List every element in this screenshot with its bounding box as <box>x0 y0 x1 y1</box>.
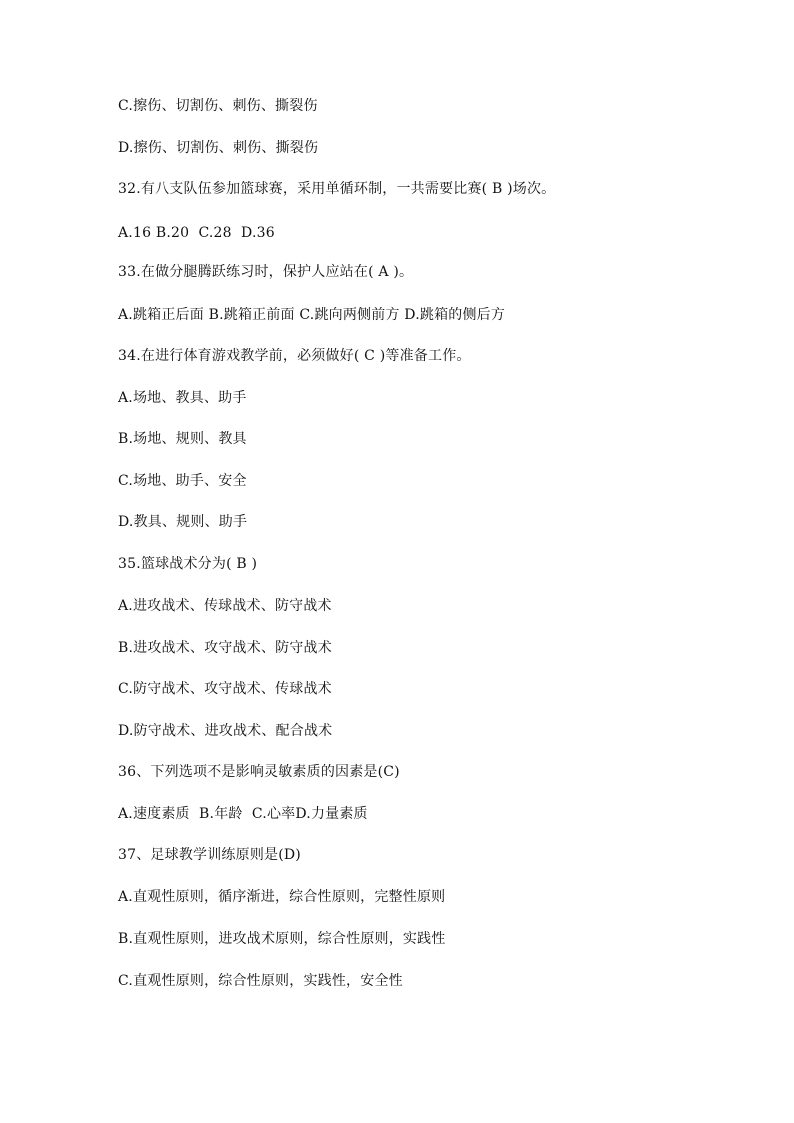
option-b-q37: B.直观性原则，进攻战术原则，综合性原则，实践性 <box>118 931 446 947</box>
option-c-q31: C.擦伤、切割伤、刺伤、撕裂伤 <box>118 98 318 114</box>
options-q36: A.速度素质 B.年龄 C.心率D.力量素质 <box>118 806 368 822</box>
question-36: 36、下列选项不是影响灵敏素质的因素是(C) <box>118 764 400 780</box>
question-32: 32.有八支队伍参加篮球赛，采用单循环制，一共需要比赛( B )场次。 <box>118 181 556 197</box>
option-a-q34: A.场地、教具、助手 <box>118 390 247 406</box>
question-33: 33.在做分腿腾跃练习时，保护人应站在( A )。 <box>118 264 414 280</box>
option-c-q37: C.直观性原则，综合性原则，实践性，安全性 <box>118 973 403 989</box>
option-b-q35: B.进攻战术、攻守战术、防守战术 <box>118 640 332 656</box>
options-q33: A.跳箱正后面 B.跳箱正前面 C.跳向两侧前方 D.跳箱的侧后方 <box>118 307 506 323</box>
option-c-q35: C.防守战术、攻守战术、传球战术 <box>118 681 332 697</box>
question-37: 37、足球教学训练原则是(D) <box>118 847 301 863</box>
question-35: 35.篮球战术分为( B ) <box>118 556 258 572</box>
question-34: 34.在进行体育游戏教学前，必须做好( C )等准备工作。 <box>118 348 471 364</box>
option-a-q37: A.直观性原则，循序渐进，综合性原则，完整性原则 <box>118 889 446 905</box>
option-d-q35: D.防守战术、进攻战术、配合战术 <box>118 723 333 739</box>
options-q32: A.16 B.20 C.28 D.36 <box>118 225 275 241</box>
option-c-q34: C.场地、助手、安全 <box>118 473 247 489</box>
option-b-q34: B.场地、规则、教具 <box>118 431 247 447</box>
option-d-q34: D.教具、规则、助手 <box>118 514 248 530</box>
option-a-q35: A.进攻战术、传球战术、防守战术 <box>118 598 332 614</box>
option-d-q31: D.擦伤、切割伤、刺伤、撕裂伤 <box>118 140 319 156</box>
